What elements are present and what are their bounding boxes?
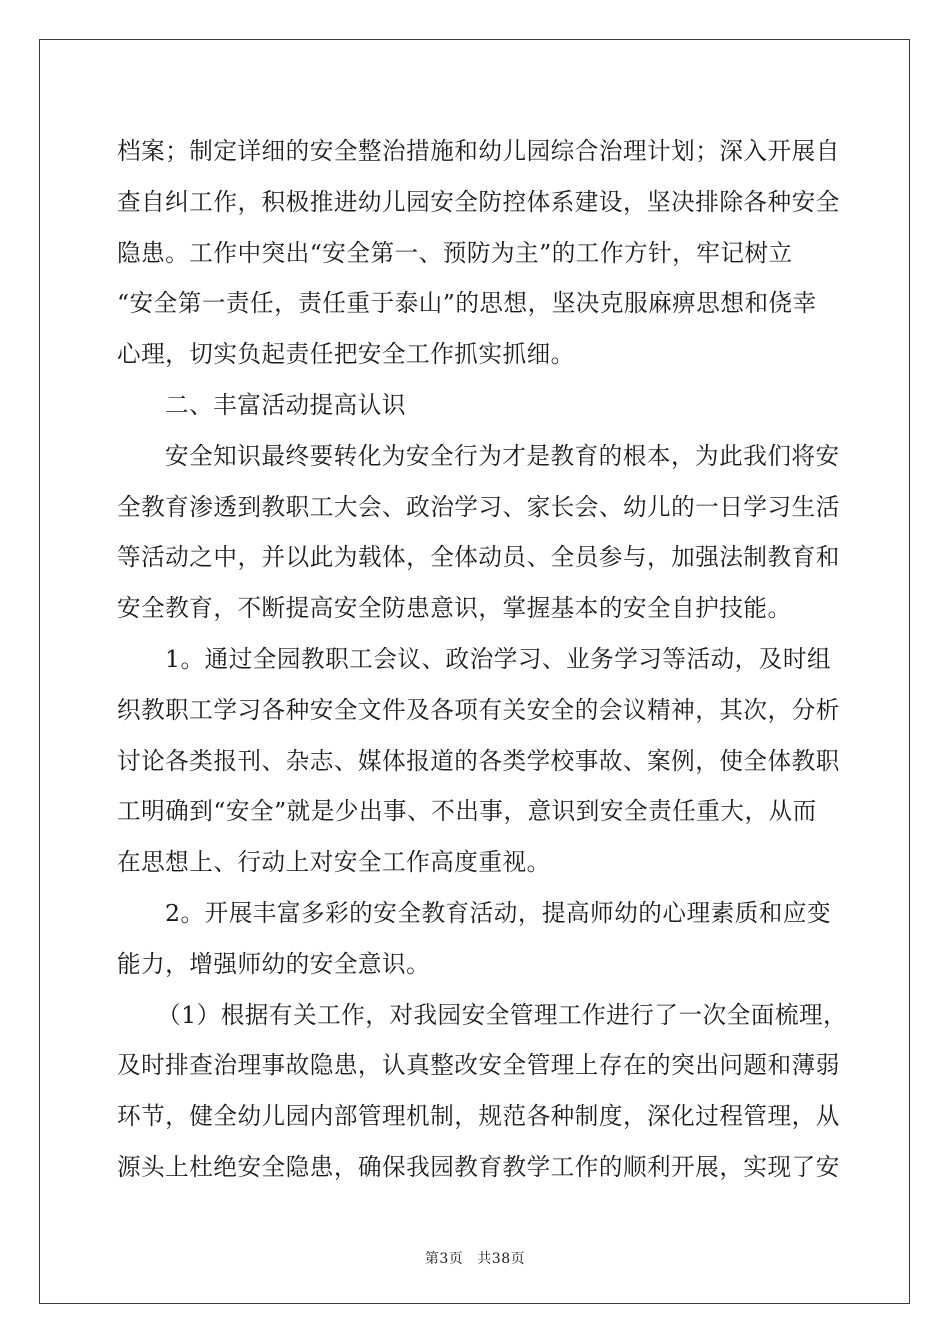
- text-line: （1）根据有关工作，对我园安全管理工作进行了一次全面梳理，: [157, 1000, 848, 1029]
- text-line: 安全教育，不断提高安全防患意识，掌握基本的安全自护技能。: [117, 594, 792, 623]
- text-line: 全教育渗透到教职工大会、政治学习、家长会、幼儿的一日学习生活: [117, 492, 840, 521]
- text-line: 在思想上、行动上对安全工作高度重视。: [117, 848, 551, 877]
- document-body: [117, 126, 848, 1193]
- text-line: “安全第一责任，责任重于泰山”的思想，坚决克服麻痹思想和侥幸: [117, 289, 817, 318]
- text-line: 查自纠工作，积极推进幼儿园安全防控体系建设，坚决排除各种安全: [117, 187, 840, 216]
- text-line: 环节，健全幼儿园内部管理机制，规范各种制度，深化过程管理，从: [117, 1102, 840, 1131]
- text-line: 能力，增强师幼的安全意识。: [117, 949, 431, 978]
- text-line: 等活动之中，并以此为载体，全体动员、全员参与，加强法制教育和: [117, 543, 840, 572]
- text-line: 讨论各类报刊、杂志、媒体报道的各类学校事故、案例，使全体教职: [117, 746, 840, 775]
- text-line: 源头上杜绝安全隐患，确保我园教育教学工作的顺利开展，实现了安: [117, 1152, 840, 1181]
- page-total: 共38页: [477, 1251, 526, 1267]
- text-line: 1。通过全园教职工会议、政治学习、业务学习等活动，及时组: [165, 644, 832, 673]
- text-line: 工明确到“安全”就是少出事、不出事，意识到安全责任重大，从而: [117, 797, 817, 826]
- text-line: 2。开展丰富多彩的安全教育活动，提高师幼的心理素质和应变: [165, 898, 832, 927]
- page-number: 第3页: [424, 1251, 464, 1267]
- text-line: 及时排查治理事故隐患，认真整改安全管理上存在的突出问题和薄弱: [117, 1051, 840, 1080]
- text-line: 档案；制定详细的安全整治措施和幼儿园综合治理计划；深入开展自: [117, 137, 840, 165]
- text-line: 心理，切实负起责任把安全工作抓实抓细。: [117, 340, 575, 369]
- text-line: 安全知识最终要转化为安全行为才是教育的根本，为此我们将安: [165, 441, 840, 470]
- section-heading: 二、丰富活动提高认识: [165, 390, 406, 419]
- page-footer: [0, 1248, 950, 1268]
- text-line: 织教职工学习各种安全文件及各项有关安全的会议精神，其次，分析: [117, 695, 840, 724]
- text-line: 隐患。工作中突出“安全第一、预防为主”的工作方针，牢记树立: [117, 238, 793, 267]
